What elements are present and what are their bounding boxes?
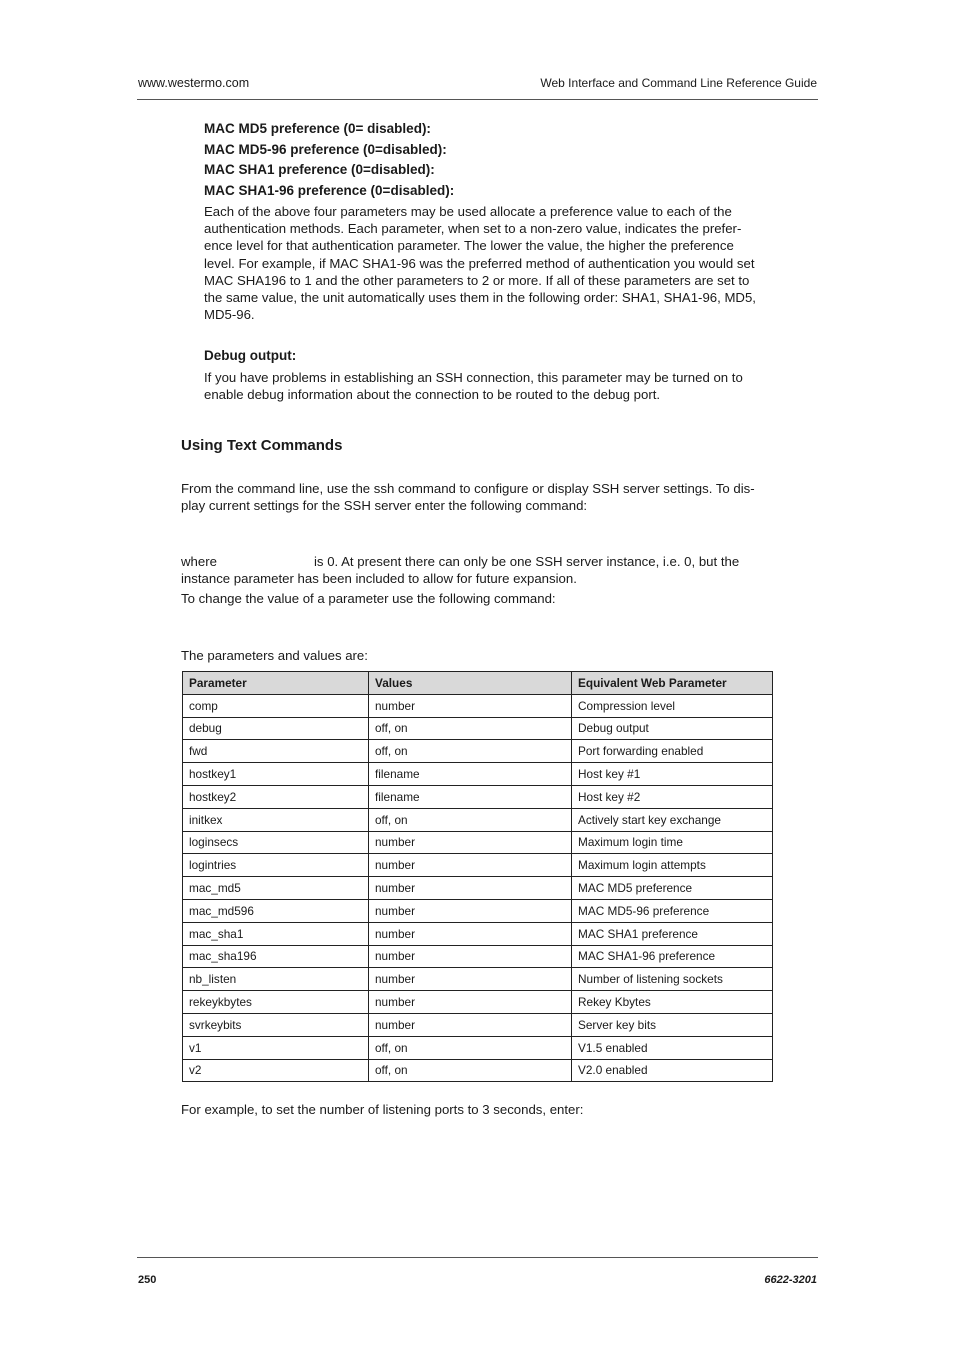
debug-output-section	[204, 346, 774, 403]
cell-web-parameter: Actively start key exchange	[572, 808, 773, 831]
table-row	[183, 1036, 773, 1059]
mac-preference-section	[204, 119, 774, 323]
table-row	[183, 854, 773, 877]
mac-preference-description: Each of the above four parameters may be used allocate a preference value to each of the authentication methods. Each parameter, when set to a non-zero value, indicates the prefer- ence level for that authentication parameter. The lower the value, the higher the preference level. For example, if MAC SHA1-96 was the preferred method of authentication you would set MAC SHA196 to 1 and the other parameters to 2 or more. If all of these parameters are set to the same value, the unit automatically uses them in the following order: SHA1, SHA1-96, MD5, MD5-96.	[204, 204, 756, 323]
cell-values: number	[369, 945, 572, 968]
table-row	[183, 1059, 773, 1082]
table-row	[183, 877, 773, 900]
cell-values: number	[369, 854, 572, 877]
cell-values: number	[369, 694, 572, 717]
col-header-web-parameter: Equivalent Web Parameter	[572, 672, 773, 695]
cell-parameter: mac_md596	[183, 899, 369, 922]
cell-values: number	[369, 831, 572, 854]
cell-parameter: mac_sha1	[183, 922, 369, 945]
table-row	[183, 694, 773, 717]
doc-code: 6622-3201	[764, 1274, 817, 1286]
cell-parameter: rekeykbytes	[183, 991, 369, 1014]
debug-output-description: If you have problems in establishing an SSH connection, this parameter may be turned on to enable debug information about the connection to be routed to the debug port.	[204, 369, 743, 402]
page-number: 250	[138, 1274, 157, 1286]
table-row	[183, 808, 773, 831]
cell-web-parameter: Server key bits	[572, 1013, 773, 1036]
cell-parameter: fwd	[183, 740, 369, 763]
table-row	[183, 785, 773, 808]
table-row	[183, 922, 773, 945]
header-guide-title: Web Interface and Command Line Reference Guide	[540, 76, 817, 90]
mac-md5-title: MAC MD5 preference (0= disabled):	[204, 121, 431, 136]
cell-web-parameter: Host key #1	[572, 763, 773, 786]
section-heading: Using Text Commands	[181, 437, 343, 454]
table-row	[183, 945, 773, 968]
cell-values: off, on	[369, 1036, 572, 1059]
footer-divider	[137, 1257, 818, 1258]
cell-values: off, on	[369, 717, 572, 740]
cell-parameter: v1	[183, 1036, 369, 1059]
cell-values: filename	[369, 763, 572, 786]
cell-web-parameter: Port forwarding enabled	[572, 740, 773, 763]
cell-values: number	[369, 899, 572, 922]
table-row	[183, 717, 773, 740]
cell-parameter: mac_md5	[183, 877, 369, 900]
cell-values: off, on	[369, 808, 572, 831]
cell-values: off, on	[369, 1059, 572, 1082]
table-row	[183, 831, 773, 854]
cell-web-parameter: V1.5 enabled	[572, 1036, 773, 1059]
mac-md5-96-title: MAC MD5-96 preference (0=disabled):	[204, 141, 447, 157]
table-body	[183, 694, 773, 1082]
cell-parameter: comp	[183, 694, 369, 717]
cell-web-parameter: MAC MD5 preference	[572, 877, 773, 900]
cell-values: number	[369, 968, 572, 991]
example-line: For example, to set the number of listening ports to 3 seconds, enter:	[181, 1102, 584, 1117]
cell-parameter: mac_sha196	[183, 945, 369, 968]
cell-parameter: svrkeybits	[183, 1013, 369, 1036]
table-row	[183, 991, 773, 1014]
cell-values: number	[369, 1013, 572, 1036]
params-intro: The parameters and values are:	[181, 648, 368, 663]
header-website: www.westermo.com	[138, 76, 250, 90]
cell-parameter: nb_listen	[183, 968, 369, 991]
cell-web-parameter: MAC SHA1-96 preference	[572, 945, 773, 968]
table-row	[183, 1013, 773, 1036]
parameter-table	[182, 671, 773, 1082]
cell-parameter: logintries	[183, 854, 369, 877]
intro-paragraph: From the command line, use the ssh command to configure or display SSH server settings. To dis- play current settings for the SSH server enter the following command:	[181, 481, 755, 514]
cell-parameter: v2	[183, 1059, 369, 1082]
debug-output-title: Debug output:	[204, 348, 297, 363]
table-header-row	[183, 672, 773, 695]
cell-parameter: debug	[183, 717, 369, 740]
cell-web-parameter: MAC SHA1 preference	[572, 922, 773, 945]
table-row	[183, 899, 773, 922]
where-word: where	[181, 554, 217, 569]
cell-values: number	[369, 922, 572, 945]
cell-web-parameter: Debug output	[572, 717, 773, 740]
table-row	[183, 763, 773, 786]
cell-parameter: hostkey1	[183, 763, 369, 786]
header-divider	[137, 99, 818, 100]
change-value-line: To change the value of a parameter use the following command:	[181, 591, 556, 606]
cell-web-parameter: Compression level	[572, 694, 773, 717]
where-explanation: is 0. At present there can only be one SSH server instance, i.e. 0, but the	[314, 554, 740, 569]
cell-parameter: initkex	[183, 808, 369, 831]
table-row	[183, 740, 773, 763]
mac-sha1-96-title: MAC SHA1-96 preference (0=disabled):	[204, 182, 455, 198]
cell-values: filename	[369, 785, 572, 808]
where-explanation-cont: instance parameter has been included to allow for future expansion.	[181, 571, 577, 586]
cell-parameter: loginsecs	[183, 831, 369, 854]
col-header-values: Values	[369, 672, 572, 695]
table-row	[183, 968, 773, 991]
cell-values: number	[369, 877, 572, 900]
cell-web-parameter: MAC MD5-96 preference	[572, 899, 773, 922]
cell-parameter: hostkey2	[183, 785, 369, 808]
mac-sha1-title: MAC SHA1 preference (0=disabled):	[204, 162, 435, 177]
cell-web-parameter: Maximum login time	[572, 831, 773, 854]
cell-web-parameter: Rekey Kbytes	[572, 991, 773, 1014]
cell-web-parameter: Maximum login attempts	[572, 854, 773, 877]
cell-web-parameter: Number of listening sockets	[572, 968, 773, 991]
cell-values: number	[369, 991, 572, 1014]
col-header-parameter: Parameter	[183, 672, 369, 695]
cell-web-parameter: Host key #2	[572, 785, 773, 808]
cell-values: off, on	[369, 740, 572, 763]
cell-web-parameter: V2.0 enabled	[572, 1059, 773, 1082]
